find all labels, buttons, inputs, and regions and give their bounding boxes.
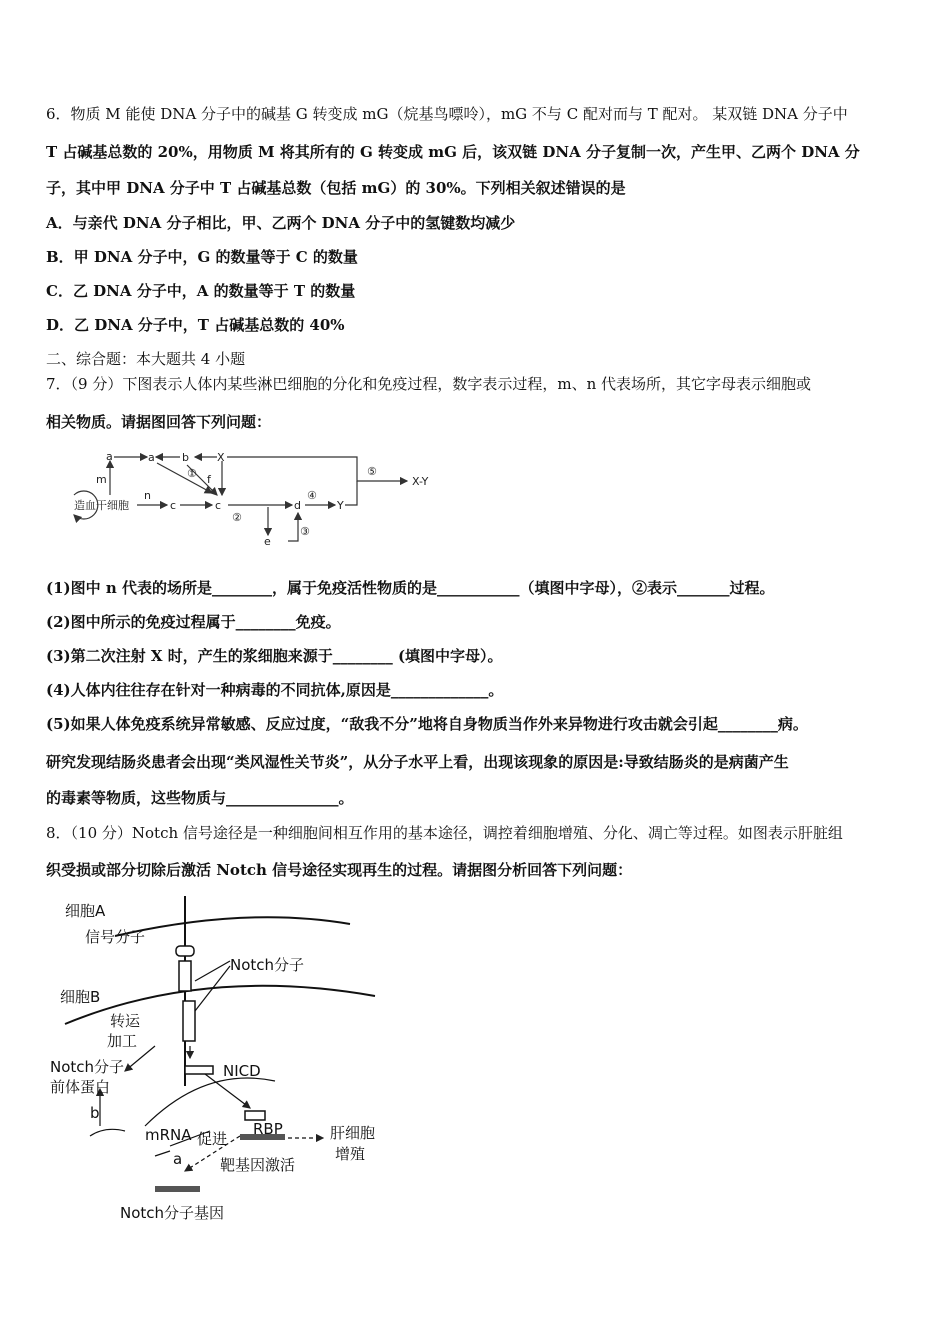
q6-line-1: 6．物质 M 能使 DNA 分子中的碱基 G 转变成 mG（烷基鸟嘌呤），mG 不与 C 配对而与 T 配对。 某双链 DNA 分子中 [46, 105, 848, 123]
q8-b-label: b [90, 1104, 100, 1122]
q8-notch-diagram [45, 886, 390, 1226]
q7-step: ① [187, 467, 197, 480]
q7-step: ④ [307, 489, 317, 502]
q8-signal-molecule [176, 946, 194, 956]
q7-step: ⑤ [367, 465, 377, 478]
q8-rbp-label: RBP [253, 1120, 283, 1138]
q7-label: n [144, 489, 151, 502]
q8-notch-lower [183, 1001, 195, 1041]
q7-label: m [96, 473, 107, 486]
q8-rbp-block [245, 1111, 265, 1120]
q7-step: ② [232, 511, 242, 524]
q7-label: b [182, 451, 189, 464]
q8-cell-b-label: 细胞B [60, 988, 101, 1006]
q8-line-2: 织受损或部分切除后激活 Notch 信号途径实现再生的过程。请据图分析回答下列问题： [46, 861, 633, 879]
q7-label: c [170, 499, 177, 512]
q8-transport-label: 转运 [110, 1012, 141, 1030]
section-2-heading: 二、综合题：本大题共 4 小题 [46, 350, 246, 368]
q8-liver-label-1: 肝细胞 [330, 1124, 376, 1142]
q6-option-d: D．乙 DNA 分子中，T 占碱基总数的 40% [46, 316, 345, 334]
q7-question-1: (1)图中 n 代表的场所是________，属于免疫活性物质的是___________（填图中字母），②表示_______过程。 [46, 579, 775, 597]
q8-line-1: 8．（10 分）Notch 信号途径是一种细胞间相互作用的基本途径，调控着细胞增殖、分化、凋亡等过程。如图表示肝脏组 [46, 824, 843, 842]
q7-line-1: 7．（9 分）下图表示人体内某些淋巴细胞的分化和免疫过程，数字表示过程，m、n 代表场所，其它字母表示细胞或 [46, 375, 812, 393]
q7-label: c [215, 499, 222, 512]
q7-label: d [294, 499, 301, 512]
q7-line-2: 相关物质。请据图回答下列问题： [46, 413, 272, 431]
q8-precursor-label-1: Notch分子 [50, 1058, 125, 1076]
q8-nicd-block [185, 1066, 213, 1074]
q8-liver-label-2: 增殖 [335, 1145, 366, 1163]
q7-question-5-cont-1: 研究发现结肠炎患者会出现“类风湿性关节炎”，从分子水平上看，出现该现象的原因是:导致结肠炎的是病菌产生 [46, 753, 789, 771]
q6-option-a: A．与亲代 DNA 分子相比，甲、乙两个 DNA 分子中的氢键数均减少 [46, 214, 516, 232]
q8-cell-a-label: 细胞A [65, 902, 106, 920]
q7-step: ③ [300, 525, 310, 538]
q8-promote-label: 促进 [197, 1130, 228, 1148]
q7-label: a [106, 450, 113, 463]
q8-gene-label: Notch分子基因 [120, 1204, 225, 1222]
q7-label: a [148, 451, 155, 464]
q8-nicd-label: NICD [223, 1062, 261, 1080]
q7-question-4: (4)人体内往往存在针对一种病毒的不同抗体,原因是_____________。 [46, 681, 504, 699]
q7-question-5-cont-2: 的毒素等物质，这些物质与_______________。 [46, 789, 354, 807]
q8-a-label: a [173, 1150, 183, 1168]
q6-option-b: B．甲 DNA 分子中，G 的数量等于 C 的数量 [46, 248, 358, 266]
q7-question-2: (2)图中所示的免疫过程属于________免疫。 [46, 613, 341, 631]
q7-label: X [217, 451, 225, 464]
q8-signal-label: 信号分子 [85, 928, 146, 946]
q8-target-label: 靶基因激活 [220, 1156, 296, 1174]
q8-process-label: 加工 [107, 1032, 138, 1050]
q7-question-5: (5)如果人体免疫系统异常敏感、反应过度，“敌我不分”地将自身物质当作外来异物进行攻击就会引起________病。 [46, 715, 808, 733]
q8-precursor-label-2: 前体蛋白 [50, 1078, 111, 1096]
q6-option-c: C．乙 DNA 分子中，A 的数量等于 T 的数量 [46, 282, 356, 300]
q6-line-2: T 占碱基总数的 20%，用物质 M 将其所有的 G 转变成 mG 后，该双链 DNA 分子复制一次，产生甲、乙两个 DNA 分 [46, 143, 860, 161]
q8-notch-receptor [179, 961, 191, 991]
q7-label: f [207, 473, 211, 486]
q6-line-3: 子，其中甲 DNA 分子中 T 占碱基总数（包括 mG）的 30%。下列相关叙述错误的是 [46, 179, 626, 197]
q7-stem-cell: 造血干细胞 [74, 499, 129, 512]
q7-label: X-Y [412, 475, 429, 488]
q8-mrna-label: mRNA [145, 1126, 192, 1144]
q7-label: e [264, 535, 271, 548]
q7-question-3: (3)第二次注射 X 时，产生的浆细胞来源于________ (填图中字母）。 [46, 647, 503, 665]
q7-label: Y [337, 499, 344, 512]
q8-notch-label: Notch分子 [230, 956, 305, 974]
q7-immune-diagram [52, 443, 492, 553]
